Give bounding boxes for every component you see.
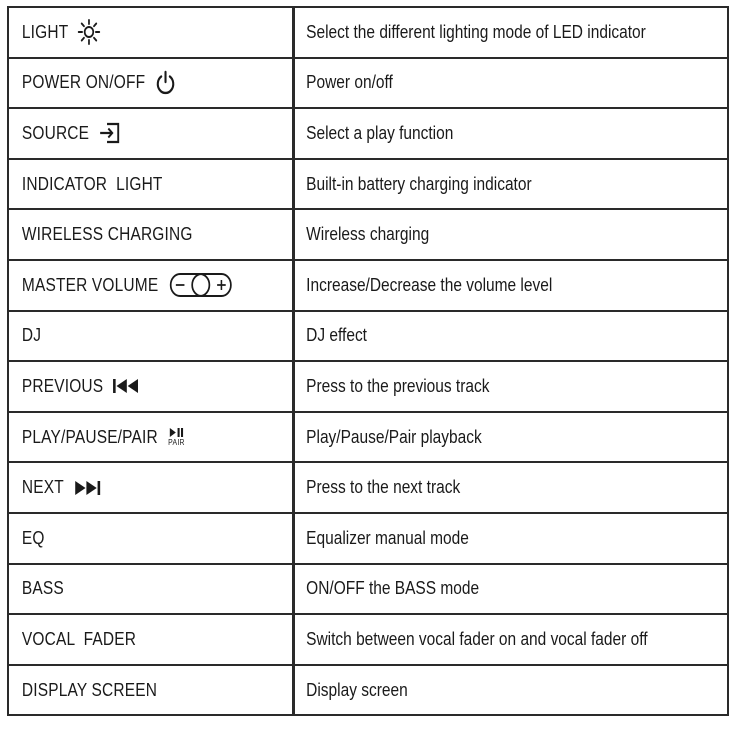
control-description: Equalizer manual mode: [306, 527, 469, 548]
control-description-cell: [294, 361, 729, 412]
controls-table: [7, 6, 729, 716]
control-description-cell: [294, 58, 729, 109]
control-name: BASS: [21, 578, 64, 599]
control-description: Built-in battery charging indicator: [306, 173, 532, 194]
control-name-cell: [8, 260, 294, 311]
control-description: Increase/Decrease the volume level: [306, 274, 553, 295]
control-name-cell: [8, 462, 294, 513]
previous-track-icon: [112, 377, 141, 395]
control-description: Play/Pause/Pair playback: [306, 426, 482, 447]
control-description: Select a play function: [306, 122, 454, 143]
control-name-cell: [8, 361, 294, 412]
control-description-cell: [294, 513, 729, 564]
control-description: Power on/off: [306, 72, 393, 93]
control-description-cell: [294, 7, 729, 58]
table-row: [8, 361, 728, 412]
control-name: DJ: [21, 325, 42, 346]
table-row: [8, 412, 728, 463]
control-name: EQ: [21, 527, 45, 548]
play-pause-pair-icon: [168, 427, 185, 447]
control-description-cell: [294, 412, 729, 463]
control-name: PREVIOUS: [21, 375, 104, 396]
control-description: Select the different lighting mode of LED indicator: [306, 21, 646, 42]
control-description: Display screen: [306, 679, 408, 700]
control-name-cell: [8, 665, 294, 716]
control-name: LIGHT: [21, 21, 69, 42]
control-description-cell: [294, 159, 729, 210]
control-name-cell: [8, 209, 294, 260]
control-name: SOURCE: [21, 122, 90, 143]
control-description: ON/OFF the BASS mode: [306, 578, 480, 599]
control-name-cell: [8, 614, 294, 665]
table-row: [8, 462, 728, 513]
control-name-cell: [8, 7, 294, 58]
control-name: NEXT: [21, 477, 64, 498]
control-name: VOCAL FADER: [21, 628, 137, 649]
control-name: POWER ON/OFF: [21, 72, 146, 93]
table-row: [8, 564, 728, 615]
control-name: INDICATOR LIGHT: [21, 173, 163, 194]
control-name-cell: [8, 513, 294, 564]
table-row: [8, 209, 728, 260]
table-row: [8, 108, 728, 159]
control-description-cell: [294, 665, 729, 716]
control-description: Press to the previous track: [306, 375, 490, 396]
control-description-cell: [294, 462, 729, 513]
control-description-cell: [294, 108, 729, 159]
next-track-icon: [72, 479, 101, 497]
control-name: DISPLAY SCREEN: [21, 679, 158, 700]
table-row: [8, 311, 728, 362]
source-icon: [98, 120, 122, 146]
table-row: [8, 260, 728, 311]
table-row: [8, 665, 728, 716]
table-row: [8, 58, 728, 109]
control-description: Switch between vocal fader on and vocal fader off: [306, 628, 648, 649]
sun-icon: [77, 18, 101, 46]
control-name: WIRELESS CHARGING: [21, 224, 193, 245]
control-name: PLAY/PAUSE/PAIR: [21, 426, 158, 447]
control-name-cell: [8, 108, 294, 159]
control-name-cell: [8, 58, 294, 109]
table-row: [8, 513, 728, 564]
control-description-cell: [294, 311, 729, 362]
control-name-cell: [8, 412, 294, 463]
control-description: DJ effect: [306, 325, 367, 346]
table-row: [8, 159, 728, 210]
control-description-cell: [294, 209, 729, 260]
control-description: Press to the next track: [306, 477, 461, 498]
control-description-cell: [294, 260, 729, 311]
control-description-cell: [294, 564, 729, 615]
table-row: [8, 614, 728, 665]
volume-minus-plus-icon: [167, 272, 234, 298]
power-icon: [154, 69, 178, 97]
control-description: Wireless charging: [306, 224, 430, 245]
control-description-cell: [294, 614, 729, 665]
control-name-cell: [8, 311, 294, 362]
control-name-cell: [8, 564, 294, 615]
control-name-cell: [8, 159, 294, 210]
table-row: [8, 7, 728, 58]
control-name: MASTER VOLUME: [21, 274, 159, 295]
pair-label: PAIR: [168, 438, 185, 448]
